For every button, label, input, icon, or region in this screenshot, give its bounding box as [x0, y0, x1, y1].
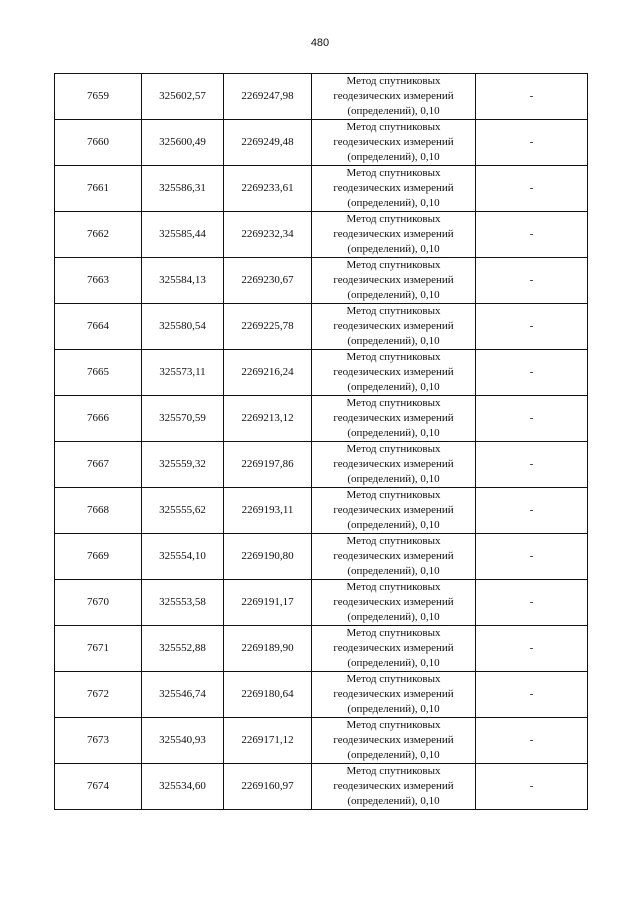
table-row	[55, 626, 588, 672]
coordinate-x-cell: 325602,57	[142, 74, 224, 120]
description-cell: -	[476, 166, 588, 212]
table-row	[55, 534, 588, 580]
coordinates-table	[54, 73, 588, 810]
coordinate-y-cell: 2269216,24	[224, 350, 312, 396]
coordinate-y-cell: 2269191,17	[224, 580, 312, 626]
coordinate-x-cell: 325586,31	[142, 166, 224, 212]
method-text-line: (определений), 0,10	[347, 335, 440, 347]
method-cell	[312, 534, 476, 580]
point-number-cell: 7668	[55, 488, 142, 534]
point-number-cell: 7671	[55, 626, 142, 672]
method-cell	[312, 672, 476, 718]
method-cell	[312, 120, 476, 166]
description-cell: -	[476, 120, 588, 166]
method-text-line: (определений), 0,10	[347, 197, 440, 209]
method-text-line: (определений), 0,10	[347, 657, 440, 669]
method-cell	[312, 442, 476, 488]
coordinate-y-cell: 2269171,12	[224, 718, 312, 764]
description-cell: -	[476, 74, 588, 120]
method-text-line: геодезических измерений	[333, 182, 454, 194]
table-row	[55, 718, 588, 764]
method-text-line: Метод спутниковых	[346, 351, 441, 363]
method-cell	[312, 350, 476, 396]
method-text-line: (определений), 0,10	[347, 749, 440, 761]
table-row	[55, 442, 588, 488]
method-text-line: Метод спутниковых	[346, 121, 441, 133]
method-cell	[312, 488, 476, 534]
description-cell: -	[476, 764, 588, 810]
coordinate-x-cell: 325534,60	[142, 764, 224, 810]
method-text-line: (определений), 0,10	[347, 565, 440, 577]
method-text-line: Метод спутниковых	[346, 397, 441, 409]
table-row	[55, 74, 588, 120]
method-text-line: Метод спутниковых	[346, 167, 441, 179]
method-text-line: геодезических измерений	[333, 458, 454, 470]
method-text-line: геодезических измерений	[333, 596, 454, 608]
coordinate-y-cell: 2269230,67	[224, 258, 312, 304]
method-text-line: геодезических измерений	[333, 136, 454, 148]
coordinate-x-cell: 325559,32	[142, 442, 224, 488]
point-number-cell: 7672	[55, 672, 142, 718]
coordinate-x-cell: 325570,59	[142, 396, 224, 442]
method-text-line: (определений), 0,10	[347, 381, 440, 393]
method-text-line: (определений), 0,10	[347, 105, 440, 117]
method-text-line: (определений), 0,10	[347, 289, 440, 301]
method-text-line: геодезических измерений	[333, 550, 454, 562]
point-number-cell: 7673	[55, 718, 142, 764]
method-text-line: (определений), 0,10	[347, 703, 440, 715]
point-number-cell: 7665	[55, 350, 142, 396]
point-number-cell: 7659	[55, 74, 142, 120]
method-text-line: (определений), 0,10	[347, 473, 440, 485]
coordinate-y-cell: 2269213,12	[224, 396, 312, 442]
method-cell	[312, 304, 476, 350]
method-text-line: Метод спутниковых	[346, 259, 441, 271]
method-text-line: геодезических измерений	[333, 90, 454, 102]
table-row	[55, 120, 588, 166]
point-number-cell: 7670	[55, 580, 142, 626]
point-number-cell: 7661	[55, 166, 142, 212]
description-cell: -	[476, 350, 588, 396]
point-number-cell: 7669	[55, 534, 142, 580]
coordinate-x-cell: 325585,44	[142, 212, 224, 258]
description-cell: -	[476, 212, 588, 258]
method-text-line: геодезических измерений	[333, 642, 454, 654]
method-text-line: (определений), 0,10	[347, 519, 440, 531]
coordinate-x-cell: 325546,74	[142, 672, 224, 718]
method-text-line: (определений), 0,10	[347, 243, 440, 255]
method-text-line: геодезических измерений	[333, 688, 454, 700]
description-cell: -	[476, 258, 588, 304]
table-row	[55, 580, 588, 626]
coordinate-y-cell: 2269233,61	[224, 166, 312, 212]
method-text-line: (определений), 0,10	[347, 427, 440, 439]
method-cell	[312, 718, 476, 764]
method-cell	[312, 396, 476, 442]
method-text-line: Метод спутниковых	[346, 443, 441, 455]
coordinate-x-cell: 325540,93	[142, 718, 224, 764]
method-cell	[312, 212, 476, 258]
table-row	[55, 488, 588, 534]
coordinate-x-cell: 325554,10	[142, 534, 224, 580]
coordinate-y-cell: 2269249,48	[224, 120, 312, 166]
description-cell: -	[476, 442, 588, 488]
coordinate-y-cell: 2269190,80	[224, 534, 312, 580]
coordinate-x-cell: 325580,54	[142, 304, 224, 350]
coordinate-y-cell: 2269232,34	[224, 212, 312, 258]
table-row	[55, 350, 588, 396]
coordinate-y-cell: 2269160,97	[224, 764, 312, 810]
method-text-line: Метод спутниковых	[346, 213, 441, 225]
description-cell: -	[476, 672, 588, 718]
description-cell: -	[476, 718, 588, 764]
coordinate-x-cell: 325600,49	[142, 120, 224, 166]
description-cell: -	[476, 626, 588, 672]
description-cell: -	[476, 580, 588, 626]
method-text-line: геодезических измерений	[333, 734, 454, 746]
method-text-line: Метод спутниковых	[346, 489, 441, 501]
table-row	[55, 672, 588, 718]
coordinate-x-cell: 325584,13	[142, 258, 224, 304]
coordinate-x-cell: 325552,88	[142, 626, 224, 672]
method-text-line: Метод спутниковых	[346, 719, 441, 731]
description-cell: -	[476, 488, 588, 534]
method-text-line: геодезических измерений	[333, 412, 454, 424]
method-cell	[312, 580, 476, 626]
coordinate-x-cell: 325555,62	[142, 488, 224, 534]
method-text-line: геодезических измерений	[333, 274, 454, 286]
table-row	[55, 166, 588, 212]
method-text-line: Метод спутниковых	[346, 627, 441, 639]
method-text-line: Метод спутниковых	[346, 581, 441, 593]
method-text-line: (определений), 0,10	[347, 611, 440, 623]
point-number-cell: 7666	[55, 396, 142, 442]
table-row	[55, 396, 588, 442]
method-text-line: геодезических измерений	[333, 780, 454, 792]
point-number-cell: 7660	[55, 120, 142, 166]
description-cell: -	[476, 534, 588, 580]
point-number-cell: 7667	[55, 442, 142, 488]
coordinate-y-cell: 2269247,98	[224, 74, 312, 120]
point-number-cell: 7664	[55, 304, 142, 350]
coordinate-x-cell: 325553,58	[142, 580, 224, 626]
description-cell: -	[476, 304, 588, 350]
method-text-line: (определений), 0,10	[347, 795, 440, 807]
description-cell: -	[476, 396, 588, 442]
method-cell	[312, 764, 476, 810]
method-text-line: Метод спутниковых	[346, 765, 441, 777]
table-row	[55, 258, 588, 304]
point-number-cell: 7662	[55, 212, 142, 258]
table-row	[55, 304, 588, 350]
method-cell	[312, 626, 476, 672]
coordinate-y-cell: 2269197,86	[224, 442, 312, 488]
coordinate-y-cell: 2269189,90	[224, 626, 312, 672]
page-number: 480	[310, 37, 330, 49]
table-row	[55, 764, 588, 810]
point-number-cell: 7674	[55, 764, 142, 810]
method-cell	[312, 74, 476, 120]
method-text-line: геодезических измерений	[333, 366, 454, 378]
coordinate-x-cell: 325573,11	[142, 350, 224, 396]
method-cell	[312, 258, 476, 304]
point-number-cell: 7663	[55, 258, 142, 304]
method-text-line: (определений), 0,10	[347, 151, 440, 163]
method-text-line: Метод спутниковых	[346, 75, 441, 87]
table-row	[55, 212, 588, 258]
coordinate-y-cell: 2269225,78	[224, 304, 312, 350]
coordinate-y-cell: 2269180,64	[224, 672, 312, 718]
coordinate-y-cell: 2269193,11	[224, 488, 312, 534]
method-text-line: Метод спутниковых	[346, 535, 441, 547]
method-text-line: Метод спутниковых	[346, 305, 441, 317]
method-text-line: геодезических измерений	[333, 504, 454, 516]
method-cell	[312, 166, 476, 212]
coordinates-table-body	[55, 74, 588, 810]
method-text-line: геодезических измерений	[333, 320, 454, 332]
method-text-line: Метод спутниковых	[346, 673, 441, 685]
method-text-line: геодезических измерений	[333, 228, 454, 240]
